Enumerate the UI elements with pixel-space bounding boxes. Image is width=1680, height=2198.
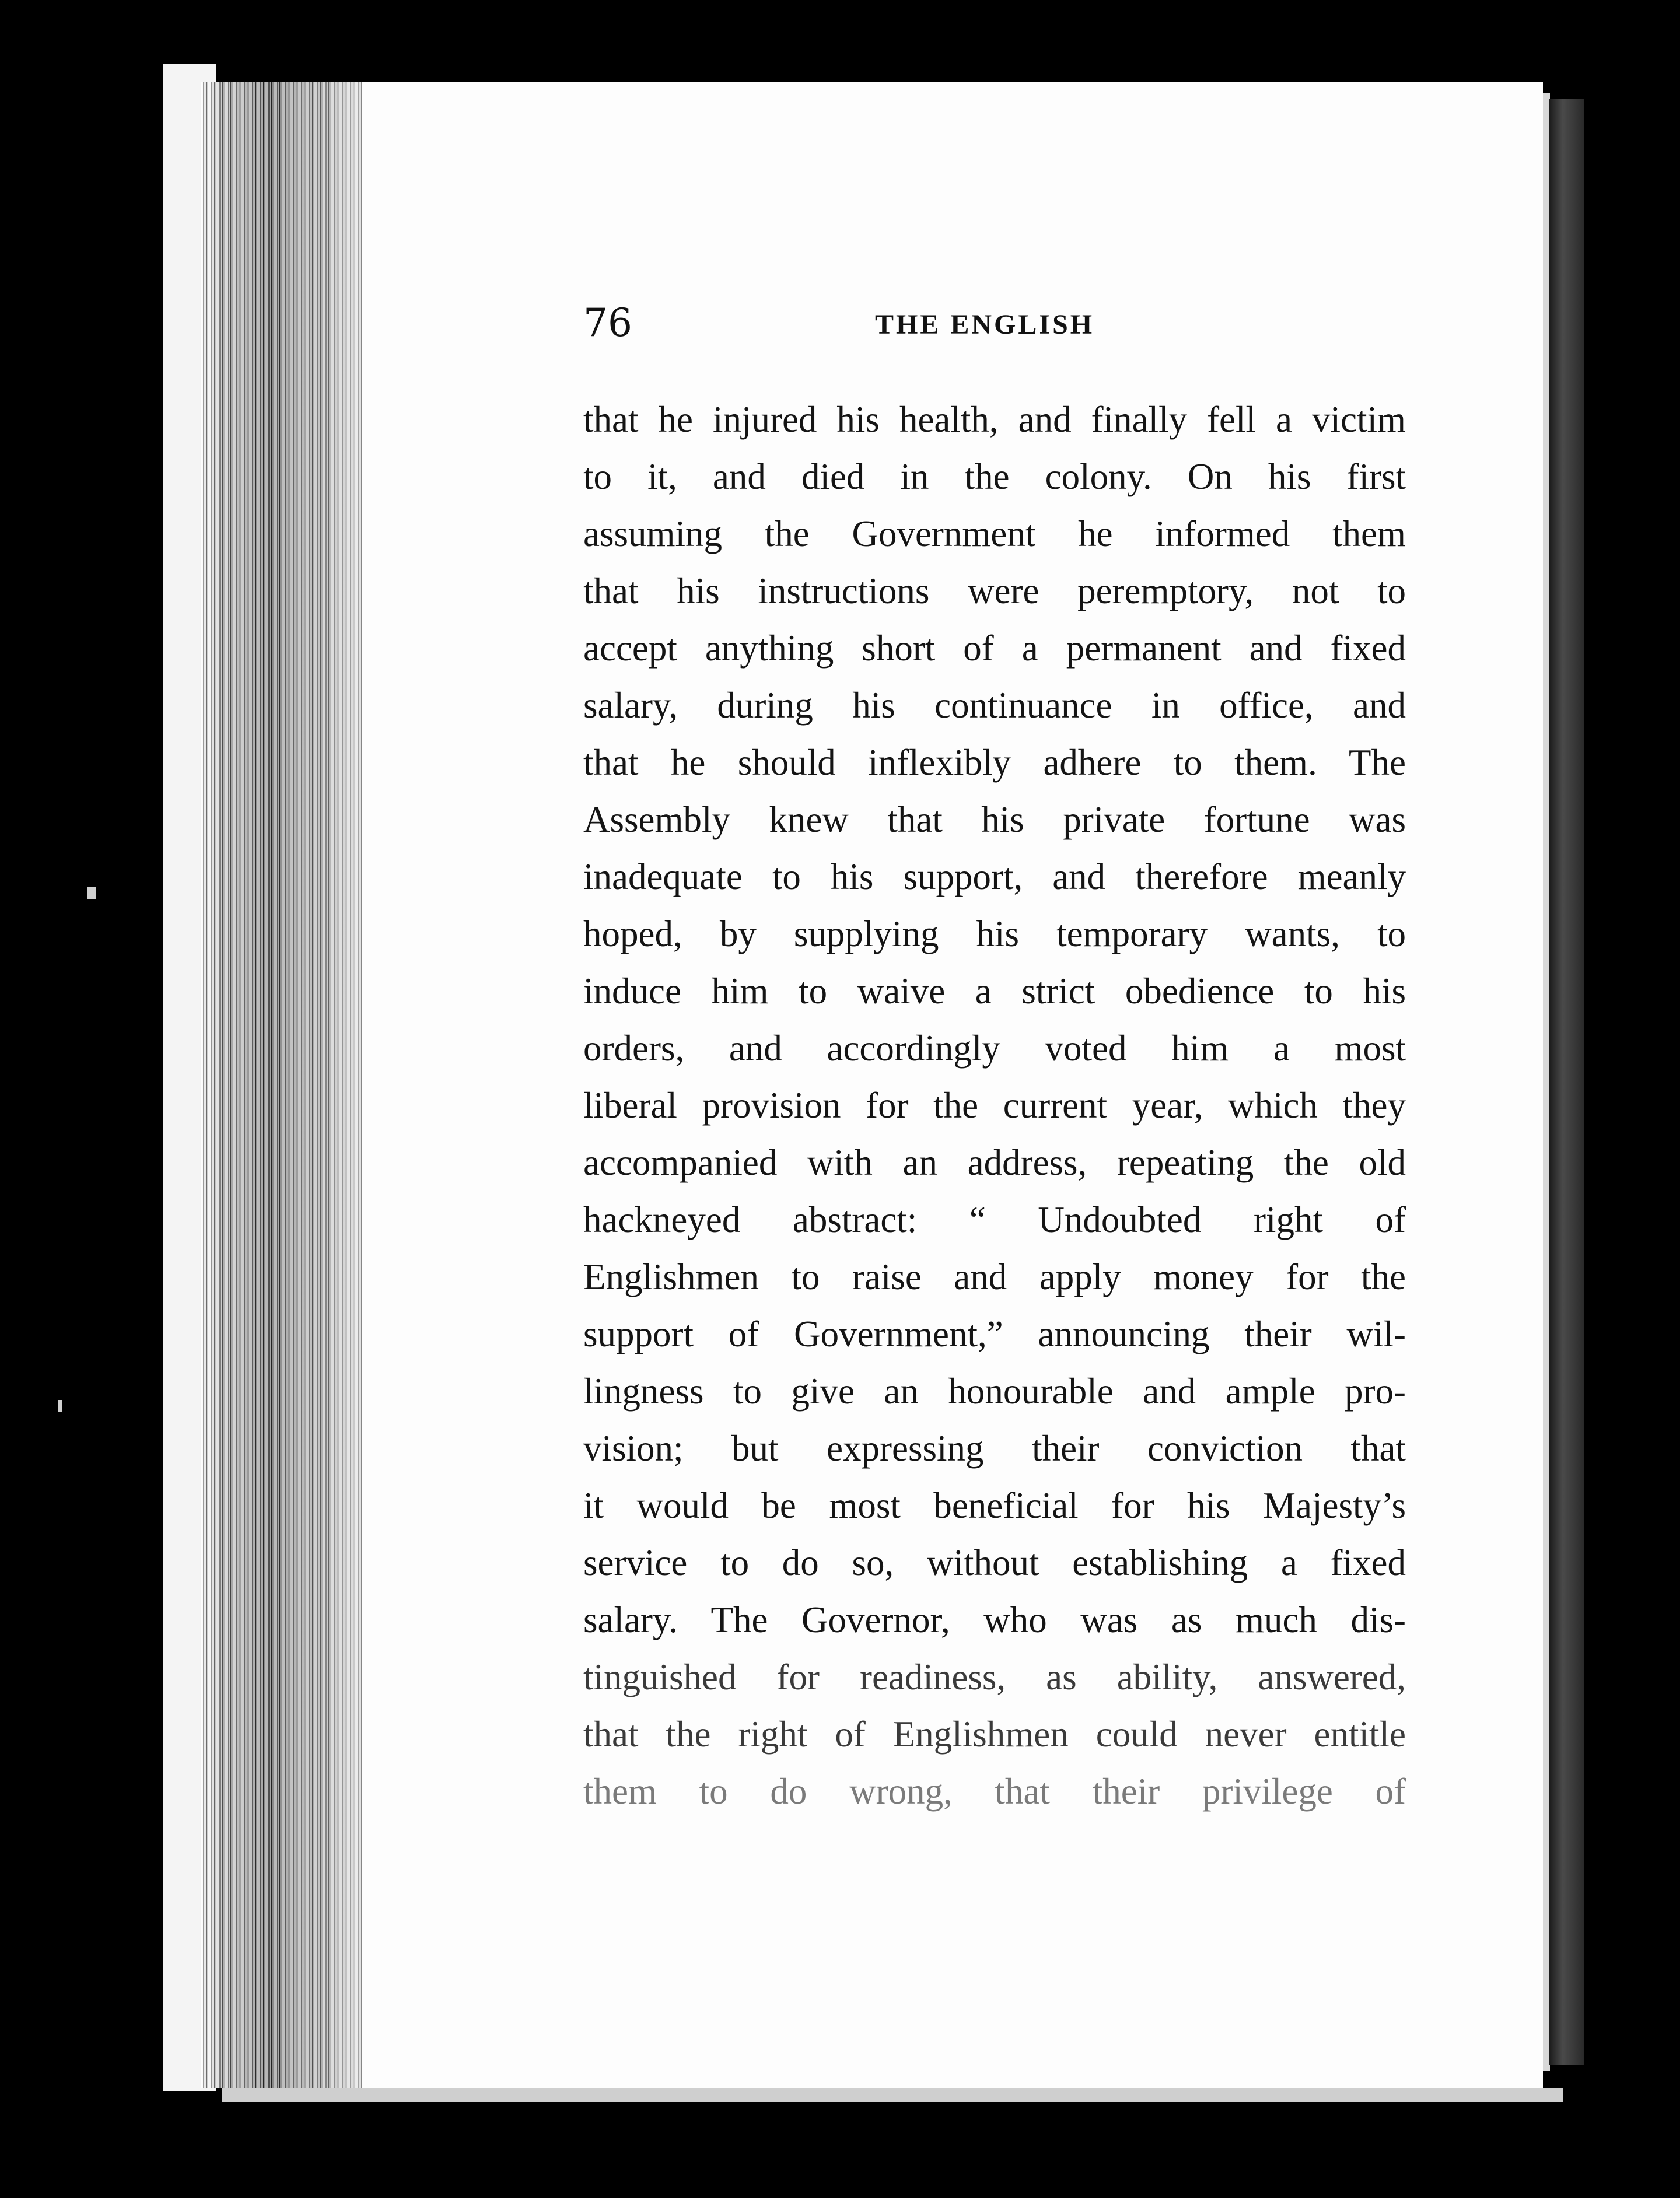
running-title: THE ENGLISH <box>875 309 1095 340</box>
text-line: it would be most beneficial for his Majesty’s <box>583 1485 1406 1526</box>
text-line: inadequate to his support, and therefore meanly <box>583 856 1406 897</box>
text-line: that he should inflexibly adhere to them. The <box>583 742 1406 783</box>
text-line: Assembly knew that his private fortune was <box>583 799 1406 840</box>
text-line: hoped, by supplying his temporary wants, to <box>583 914 1406 954</box>
right-page-edge <box>1549 99 1584 2065</box>
text-line: service to do so, without establishing a fixed <box>583 1542 1406 1583</box>
text-line: lingness to give an honourable and ample pro- <box>583 1371 1406 1412</box>
text-line: hackneyed abstract: “ Undoubted right of <box>583 1199 1406 1240</box>
text-line: assuming the Government he informed them <box>583 513 1406 554</box>
stacked-page-edges <box>201 82 368 2088</box>
text-line: them to do wrong, that their privilege of <box>583 1771 1406 1812</box>
text-line: tinguished for readiness, as ability, answered, <box>583 1657 1406 1698</box>
page-number: 76 <box>583 300 632 345</box>
running-head <box>583 300 1406 353</box>
margin-speck <box>88 887 96 900</box>
text-line: to it, and died in the colony. On his first <box>583 456 1406 497</box>
text-line: Englishmen to raise and apply money for the <box>583 1256 1406 1297</box>
text-line: that his instructions were peremptory, not to <box>583 570 1406 611</box>
text-line: accept anything short of a permanent and fixed <box>583 628 1406 668</box>
text-line: salary, during his continuance in office, and <box>583 685 1406 726</box>
text-line: support of Government,” announcing their wil- <box>583 1314 1406 1354</box>
text-line: vision; but expressing their conviction that <box>583 1428 1406 1469</box>
margin-speck <box>58 1400 62 1412</box>
text-line: that the right of Englishmen could never entitle <box>583 1714 1406 1755</box>
text-line: induce him to waive a strict obedience to his <box>583 971 1406 1012</box>
text-line: liberal provision for the current year, which they <box>583 1085 1406 1126</box>
body-text <box>583 391 1406 1820</box>
text-line: salary. The Governor, who was as much dis- <box>583 1600 1406 1640</box>
text-line: orders, and accordingly voted him a most <box>583 1028 1406 1069</box>
text-line: accompanied with an address, repeating the old <box>583 1142 1406 1183</box>
text-line: that he injured his health, and finally fell a victim <box>583 399 1406 440</box>
bottom-board-edge <box>222 2088 1563 2102</box>
